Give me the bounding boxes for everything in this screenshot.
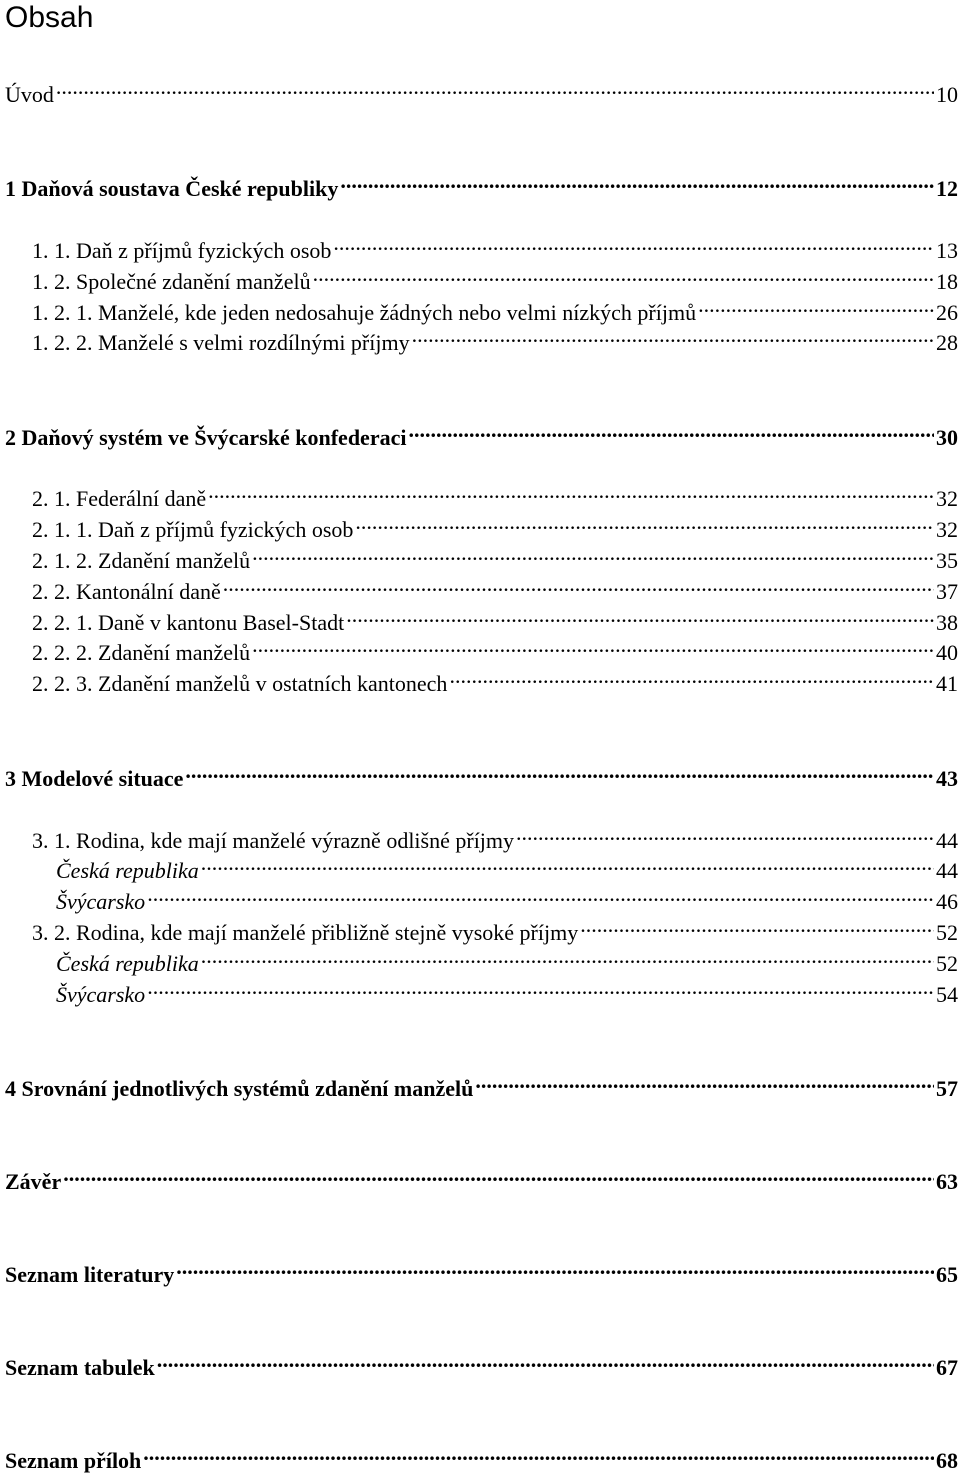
toc-entry-text: Česká republika — [56, 858, 199, 883]
dot-leader — [698, 290, 934, 320]
toc-entry-section-2-2[interactable] — [0, 569, 960, 604]
toc-entry-text: Závěr — [5, 1169, 62, 1194]
toc-entry-page: 54 — [936, 982, 958, 1007]
toc-entry-uvod[interactable] — [0, 72, 960, 107]
toc-entry-seznam-tabulek[interactable] — [0, 1345, 960, 1380]
toc-entry-chapter-4[interactable] — [0, 1066, 960, 1101]
toc-entry-text: 2. 1. 1. Daň z příjmů fyzických osob — [32, 517, 354, 542]
toc-entry-text: Švýcarsko — [56, 889, 146, 914]
toc-entry-section-2-2-3[interactable] — [0, 661, 960, 696]
toc-entry-section-1-2[interactable] — [0, 259, 960, 294]
dot-leader — [580, 910, 934, 940]
toc-entry-page: 10 — [936, 82, 958, 107]
toc-entry-page: 30 — [936, 425, 958, 450]
dot-leader — [475, 1066, 934, 1096]
toc-entry-section-1-2-2[interactable] — [0, 320, 960, 355]
toc-entry-text: 2. 2. Kantonální daně — [32, 579, 221, 604]
dot-leader — [157, 1345, 934, 1375]
toc-entry-page: 63 — [936, 1169, 958, 1194]
toc-entry-page: 67 — [936, 1355, 958, 1380]
dot-leader — [201, 941, 934, 971]
toc-entry-text: Úvod — [5, 82, 54, 107]
toc-entry-section-3-2-cz[interactable] — [0, 941, 960, 976]
toc-entry-chapter-1[interactable] — [0, 166, 960, 201]
dot-leader — [176, 1252, 934, 1282]
dot-leader — [516, 818, 934, 848]
dot-leader — [147, 879, 934, 909]
toc-entry-section-3-2[interactable] — [0, 910, 960, 945]
dot-leader — [346, 600, 934, 630]
dot-leader — [63, 1159, 934, 1189]
toc-entry-section-3-1-ch[interactable] — [0, 879, 960, 914]
toc-entry-text: 4 Srovnání jednotlivých systémů zdanění manželů — [5, 1076, 474, 1101]
toc-entry-page: 44 — [936, 828, 958, 853]
toc-entry-text: Seznam literatury — [5, 1262, 175, 1287]
toc-entry-page: 26 — [936, 300, 958, 325]
dot-leader — [252, 630, 934, 660]
toc-entry-page: 41 — [936, 671, 958, 696]
toc-entry-text: 3 Modelové situace — [5, 766, 184, 791]
toc-entry-section-2-2-2[interactable] — [0, 630, 960, 665]
toc-entry-text: 1. 2. 1. Manželé, kde jeden nedosahuje žádných nebo velmi nízkých příjmů — [32, 300, 697, 325]
toc-entry-text: 2. 1. 2. Zdanění manželů — [32, 548, 251, 573]
toc-entry-page: 46 — [936, 889, 958, 914]
dot-leader — [333, 228, 934, 258]
toc-entry-page: 43 — [936, 766, 958, 791]
toc-entry-section-2-1-2[interactable] — [0, 538, 960, 573]
toc-entry-page: 32 — [936, 517, 958, 542]
toc-entry-page: 18 — [936, 269, 958, 294]
dot-leader — [208, 476, 934, 506]
toc-entry-page: 38 — [936, 610, 958, 635]
toc-entry-page: 57 — [936, 1076, 958, 1101]
dot-leader — [147, 972, 934, 1002]
toc-entry-page: 52 — [936, 920, 958, 945]
dot-leader — [355, 507, 934, 537]
page-title: Obsah — [5, 1, 94, 34]
toc-entry-text: 1. 1. Daň z příjmů fyzických osob — [32, 238, 332, 263]
toc-entry-section-2-2-1[interactable] — [0, 600, 960, 635]
toc-entry-page: 40 — [936, 640, 958, 665]
dot-leader — [56, 72, 934, 102]
dot-leader — [313, 259, 934, 289]
dot-leader — [185, 756, 934, 786]
toc-entry-text: 1. 2. Společné zdanění manželů — [32, 269, 311, 294]
toc-entry-section-3-1-cz[interactable] — [0, 848, 960, 883]
toc-entry-text: Česká republika — [56, 951, 199, 976]
toc-entry-zaver[interactable] — [0, 1159, 960, 1194]
toc-entry-text: 2. 2. 1. Daně v kantonu Basel-Stadt — [32, 610, 345, 635]
dot-leader — [408, 415, 934, 445]
toc-entry-text: 2. 1. Federální daně — [32, 486, 207, 511]
toc-entry-page: 32 — [936, 486, 958, 511]
dot-leader — [252, 538, 934, 568]
toc-entry-section-1-2-1[interactable] — [0, 290, 960, 325]
dot-leader — [223, 569, 934, 599]
toc-entry-page: 35 — [936, 548, 958, 573]
toc-entry-page: 13 — [936, 238, 958, 263]
toc-entry-section-1-1[interactable] — [0, 228, 960, 263]
toc-entry-page: 28 — [936, 330, 958, 355]
toc-entry-section-2-1[interactable] — [0, 476, 960, 511]
toc-entry-page: 68 — [936, 1448, 958, 1473]
toc-entry-seznam-priloh[interactable] — [0, 1438, 960, 1473]
toc-entry-page: 12 — [936, 176, 958, 201]
toc-entry-chapter-2[interactable] — [0, 415, 960, 450]
toc-entry-text: 1 Daňová soustava České republiky — [5, 176, 339, 201]
toc-entry-text: 3. 1. Rodina, kde mají manželé výrazně odlišné příjmy — [32, 828, 515, 853]
toc-entry-seznam-literatury[interactable] — [0, 1252, 960, 1287]
toc-entry-section-3-1[interactable] — [0, 818, 960, 853]
toc-entry-page: 52 — [936, 951, 958, 976]
dot-leader — [201, 848, 934, 878]
toc-entry-page: 44 — [936, 858, 958, 883]
toc-entry-text: Seznam tabulek — [5, 1355, 155, 1380]
toc-entry-chapter-3[interactable] — [0, 756, 960, 791]
dot-leader — [412, 320, 934, 350]
toc-entry-text: Švýcarsko — [56, 982, 146, 1007]
dot-leader — [449, 661, 934, 691]
toc-entry-text: 1. 2. 2. Manželé s velmi rozdílnými příjmy — [32, 330, 410, 355]
toc-entry-section-2-1-1[interactable] — [0, 507, 960, 542]
dot-leader — [340, 166, 934, 196]
toc-entry-section-3-2-ch[interactable] — [0, 972, 960, 1007]
dot-leader — [143, 1438, 934, 1468]
toc-entry-text: Seznam příloh — [5, 1448, 142, 1473]
toc-entry-page: 37 — [936, 579, 958, 604]
toc-entry-text: 2. 2. 2. Zdanění manželů — [32, 640, 251, 665]
toc-entry-text: 2 Daňový systém ve Švýcarské konfederaci — [5, 425, 407, 450]
toc-entry-text: 2. 2. 3. Zdanění manželů v ostatních kantonech — [32, 671, 448, 696]
toc-entry-text: 3. 2. Rodina, kde mají manželé přibližně stejně vysoké příjmy — [32, 920, 579, 945]
toc-entry-page: 65 — [936, 1262, 958, 1287]
